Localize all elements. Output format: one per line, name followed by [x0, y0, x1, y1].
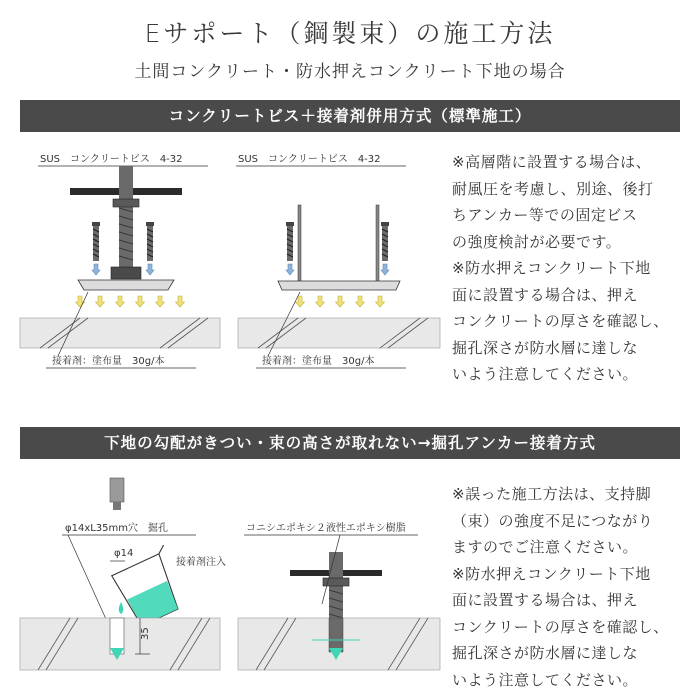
- section1-left-diagram: [20, 153, 220, 368]
- note-line: の強度検討が必要です。: [452, 232, 622, 251]
- screw-label: SUS コンクリートビス 4-32: [40, 154, 183, 165]
- note-line: 掘孔深さが防水層に達しな: [452, 644, 639, 662]
- base-plate: [278, 281, 400, 290]
- adhesive-label: 接着剤：塗布量 30g/本: [262, 356, 375, 367]
- section1-heading: コンクリートビス＋接着剤併用方式（標準施工）: [20, 100, 680, 132]
- hole-label: φ14xL35mm穴 掘孔: [65, 523, 169, 534]
- note-line: ※防水押えコンクリート下地: [452, 259, 651, 277]
- note-line: 掘孔深さが防水層に達しな: [452, 338, 639, 357]
- note-line: ※高層階に設置する場合は、: [452, 153, 652, 171]
- base-nut: [111, 267, 141, 279]
- concrete-slab: [20, 318, 220, 348]
- note-line: いよう注意してください。: [452, 670, 639, 689]
- note-line: （束）の強度不足につながり: [452, 511, 654, 530]
- page-title: Eサポート（鋼製束）の施工方法: [144, 19, 556, 48]
- adhesive-label: 接着剤：塗布量 30g/本: [52, 356, 165, 367]
- depth-label: 35: [140, 627, 151, 640]
- drill-bit: [110, 478, 124, 502]
- section1-right-diagram: [236, 153, 440, 368]
- note-line: ちアンカー等での固定ビス: [452, 206, 638, 224]
- note-line: 面に設置する場合は、押え: [452, 285, 639, 304]
- note-line: コンクリートの厚さを確認し、: [452, 312, 669, 330]
- inject-label: 接着剤注入: [176, 557, 226, 568]
- note-line: ますのでご注意ください。: [452, 538, 639, 556]
- note-line: ※防水押えコンクリート下地: [452, 564, 651, 583]
- screw-label: SUS コンクリートビス 4-32: [238, 154, 381, 165]
- section2-heading: 下地の勾配がきつい・束の高さが取れない→掘孔アンカー接着方式: [20, 427, 680, 459]
- resin-label: コニシエポキシ２液性エポキシ樹脂: [246, 523, 406, 534]
- note-line: 面に設置する場合は、押え: [452, 591, 639, 609]
- note-line: いよう注意してください。: [452, 365, 639, 383]
- note-line: 耐風圧を考慮し、別途、後打: [452, 179, 654, 198]
- base-plate: [78, 280, 174, 290]
- page-subtitle: 土間コンクリート・防水押えコンクリート下地の場合: [134, 62, 566, 82]
- section2-left-diagram: [20, 478, 226, 670]
- note-line: コンクリートの厚さを確認し、: [452, 617, 669, 636]
- section2-right-diagram: [238, 521, 440, 670]
- concrete-slab: [238, 318, 440, 348]
- diameter-label: φ14: [114, 548, 134, 559]
- note-line: ※誤った施工方法は、支持脚: [452, 485, 652, 503]
